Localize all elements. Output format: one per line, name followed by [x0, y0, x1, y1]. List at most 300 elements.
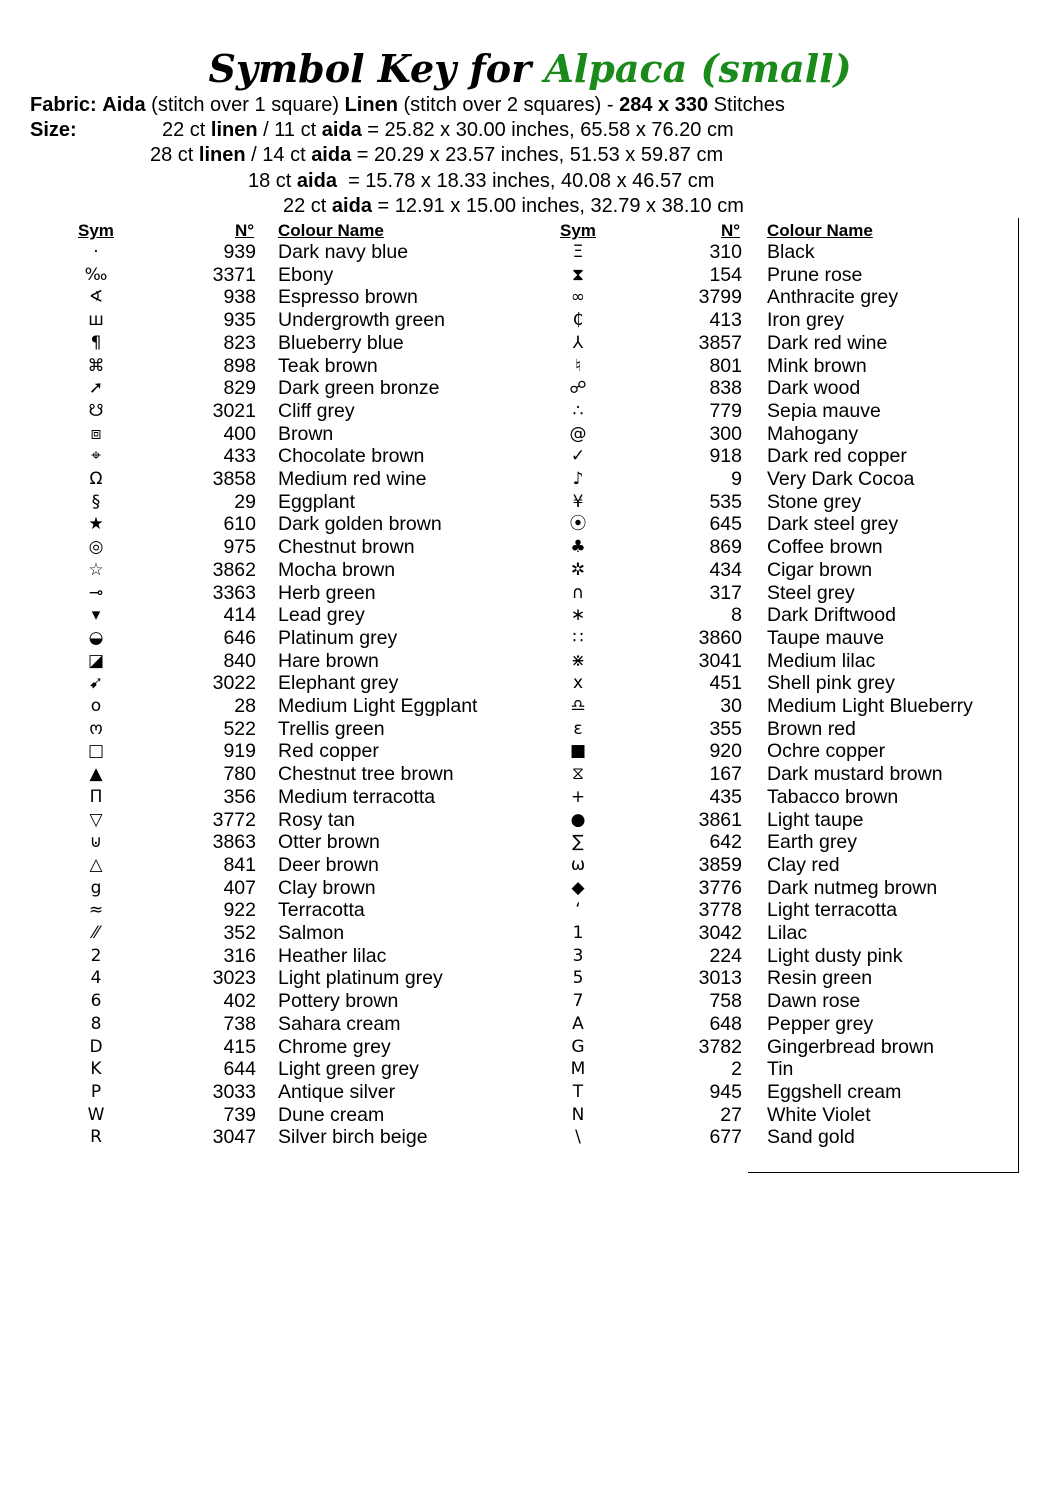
symbol-glyph: ∗	[570, 605, 586, 626]
colour-name: Antique silver	[278, 1080, 396, 1103]
table-row	[0, 400, 1060, 423]
colour-name: Dark red copper	[767, 445, 907, 468]
colour-name: Light terracotta	[767, 899, 898, 922]
colour-name: Medium Light Blueberry	[767, 695, 973, 717]
table-border-bottom	[748, 1172, 1019, 1173]
symbol-glyph: P	[90, 1081, 102, 1102]
symbol-glyph: 8	[90, 1013, 102, 1034]
thread-number: 3861	[698, 808, 742, 831]
colour-name: Shell pink grey	[767, 672, 895, 695]
symbol-glyph: ₵	[572, 310, 584, 331]
thread-number: 400	[223, 422, 256, 445]
symbol-glyph: Π	[89, 786, 103, 807]
colour-name: Undergrowth green	[278, 309, 445, 332]
thread-number: 841	[223, 853, 256, 876]
colour-name: Ebony	[278, 263, 334, 286]
pattern-name: Alpaca (small)	[544, 46, 852, 91]
thread-number: 413	[709, 309, 742, 332]
thread-number: 898	[223, 354, 256, 377]
symbol-glyph: A	[572, 1013, 584, 1034]
thread-number: 939	[223, 241, 256, 263]
colour-name: Trellis green	[278, 717, 385, 740]
colour-name: Deer brown	[278, 853, 379, 876]
thread-number: 352	[223, 922, 256, 944]
symbol-glyph: o	[90, 696, 102, 716]
symbol-glyph: D	[89, 1036, 103, 1057]
symbol-glyph: \	[575, 1127, 581, 1148]
colour-name: Light dusty pink	[767, 944, 903, 967]
colour-name: Dune cream	[278, 1103, 385, 1126]
colour-name: Light platinum grey	[278, 967, 443, 990]
symbol-glyph: T	[572, 1081, 584, 1102]
table-row	[0, 627, 1060, 650]
thread-number: 935	[223, 309, 256, 332]
symbol-glyph: ⅄	[572, 332, 584, 353]
linen-note: (stitch over 2 squares) -	[403, 94, 614, 116]
colour-name: Dark green bronze	[278, 377, 440, 400]
stitches-count: 284 x 330	[619, 94, 709, 116]
thread-number: 535	[709, 490, 742, 513]
thread-number: 451	[709, 672, 742, 695]
colour-name: Silver birch beige	[278, 1126, 428, 1149]
table-row	[0, 559, 1060, 582]
table-row	[0, 423, 1060, 446]
thread-number: 30	[720, 695, 742, 717]
colour-name: Cigar brown	[767, 558, 873, 581]
linen-label: Linen	[344, 94, 398, 116]
symbol-glyph: N	[571, 1104, 585, 1125]
thread-number: 739	[223, 1103, 256, 1126]
header-number: N°	[235, 221, 255, 240]
table-row	[0, 922, 1060, 945]
symbol-glyph: 7	[572, 991, 584, 1012]
size-line: 28 ct linen / 14 ct aida = 20.29 x 23.57 inches, 51.53 x 59.87 cm	[150, 144, 724, 166]
thread-number: 3022	[212, 672, 256, 695]
colour-name: Clay brown	[278, 876, 376, 899]
fabric-line	[30, 93, 785, 118]
symbol-glyph: ✓	[570, 446, 586, 467]
colour-name: Prune rose	[767, 263, 863, 286]
symbol-glyph: +	[570, 786, 586, 807]
thread-number: 316	[223, 944, 256, 967]
symbol-glyph: ¥	[572, 491, 584, 512]
colour-name: Sepia mauve	[767, 399, 881, 422]
thread-number: 224	[709, 944, 742, 967]
table-row	[0, 491, 1060, 514]
colour-name: Dark golden brown	[278, 513, 442, 536]
colour-name: Mahogany	[767, 422, 859, 445]
symbol-glyph: ⌖	[91, 446, 101, 467]
colour-name: Tin	[767, 1058, 794, 1081]
thread-number: 433	[223, 445, 256, 468]
symbol-glyph: K	[90, 1059, 102, 1080]
colour-name: Terracotta	[278, 899, 365, 922]
symbol-glyph: ◆	[571, 877, 585, 898]
symbol-glyph: ∴	[572, 400, 584, 421]
table-row	[0, 650, 1060, 673]
symbol-glyph: x	[572, 673, 584, 694]
thread-number: 919	[223, 740, 256, 763]
symbol-glyph: ∷	[572, 627, 584, 648]
thread-number: 779	[709, 399, 742, 422]
symbol-glyph: △	[89, 854, 103, 875]
colour-name: Medium lilac	[767, 649, 876, 672]
table-row	[0, 854, 1060, 877]
table-row	[0, 1058, 1060, 1081]
table-border-right	[1018, 218, 1019, 1172]
symbol-glyph: ∢	[88, 287, 104, 308]
symbol-glyph: @	[569, 423, 587, 444]
table-row	[0, 332, 1060, 355]
symbol-glyph: ☆	[88, 559, 104, 580]
page-title	[0, 44, 1060, 94]
thread-number: 3023	[212, 967, 256, 990]
header-number: N°	[721, 221, 741, 240]
thread-number: 154	[709, 263, 742, 286]
colour-name: Teak brown	[278, 354, 378, 377]
colour-name: Ochre copper	[767, 740, 886, 763]
colour-name: Iron grey	[767, 309, 844, 332]
thread-number: 3033	[212, 1080, 256, 1103]
thread-number: 3013	[698, 967, 742, 990]
colour-name: Dark wood	[767, 377, 861, 400]
colour-name: Sand gold	[767, 1126, 855, 1149]
colour-name: Resin green	[767, 967, 873, 990]
thread-number: 29	[234, 490, 256, 513]
thread-number: 414	[223, 604, 256, 627]
thread-number: 434	[709, 558, 742, 581]
symbol-glyph: 1	[572, 923, 584, 943]
symbol-glyph: Ω	[89, 469, 103, 489]
colour-name: Dark red wine	[767, 331, 888, 354]
thread-number: 3363	[212, 581, 256, 604]
thread-number: 3858	[212, 468, 256, 490]
colour-name: Dawn rose	[767, 990, 861, 1013]
thread-number: 823	[223, 331, 256, 354]
table-row	[0, 718, 1060, 741]
table-row	[0, 468, 1060, 491]
table-row	[0, 241, 1060, 264]
table-row	[0, 990, 1060, 1013]
symbol-glyph: ♪	[572, 469, 584, 489]
symbol-glyph: 6	[90, 991, 102, 1012]
symbol-glyph: ◎	[88, 537, 104, 558]
colour-name: Salmon	[278, 922, 345, 944]
header-colour-name: Colour Name	[767, 221, 873, 240]
thread-number: 780	[223, 763, 256, 786]
size-label: Size:	[30, 119, 77, 141]
size-line: 18 ct aida = 15.78 x 18.33 inches, 40.08 x 46.57 cm	[248, 170, 715, 192]
symbol-glyph: ⋇	[570, 650, 586, 671]
colour-name: Pepper grey	[767, 1012, 874, 1035]
thread-number: 167	[709, 763, 742, 786]
symbol-glyph: ▾	[91, 605, 101, 626]
colour-name: Light green grey	[278, 1058, 419, 1081]
table-row	[0, 877, 1060, 900]
thread-number: 829	[223, 377, 256, 400]
table-row	[0, 967, 1060, 990]
table-row	[0, 604, 1060, 627]
stitches-label: Stitches	[713, 94, 785, 116]
thread-number: 758	[709, 990, 742, 1013]
colour-name: Red copper	[278, 740, 379, 763]
symbol-glyph: R	[90, 1127, 102, 1148]
table-row	[0, 355, 1060, 378]
colour-name: Chrome grey	[278, 1035, 391, 1058]
thread-number: 938	[223, 286, 256, 309]
thread-number: 3857	[698, 331, 742, 354]
table-row	[0, 286, 1060, 309]
symbol-glyph: ·	[93, 242, 99, 262]
symbol-glyph: ⊸	[88, 582, 104, 603]
thread-number: 922	[223, 899, 256, 922]
thread-number: 840	[223, 649, 256, 672]
table-row	[0, 672, 1060, 695]
thread-number: 3021	[212, 399, 256, 422]
thread-number: 9	[731, 468, 742, 490]
thread-number: 356	[223, 785, 256, 808]
colour-name: Dark navy blue	[278, 241, 409, 263]
symbol-glyph: ო	[89, 718, 103, 739]
symbol-glyph: ∩	[571, 582, 585, 603]
thread-number: 642	[709, 831, 742, 854]
thread-number: 838	[709, 377, 742, 400]
table-row	[0, 1081, 1060, 1104]
table-row	[0, 899, 1060, 922]
colour-name: Very Dark Cocoa	[767, 468, 915, 490]
table-row	[0, 831, 1060, 854]
thread-number: 407	[223, 876, 256, 899]
thread-number: 646	[223, 626, 256, 649]
table-row	[0, 740, 1060, 763]
symbol-glyph: ⧖	[572, 764, 584, 785]
table-row	[0, 309, 1060, 332]
symbol-glyph: ⁄⁄	[93, 923, 99, 943]
symbol-glyph: G	[571, 1036, 585, 1057]
thread-number: 3782	[698, 1035, 742, 1058]
symbol-glyph: ⧗	[572, 264, 584, 285]
colour-name: Espresso brown	[278, 286, 418, 309]
symbol-glyph: ♮	[574, 355, 582, 376]
symbol-glyph: §	[91, 491, 101, 512]
table-row	[0, 1126, 1060, 1149]
table-row	[0, 1013, 1060, 1036]
thread-number: 300	[709, 422, 742, 445]
thread-number: 677	[709, 1126, 742, 1149]
thread-number: 2	[731, 1058, 742, 1081]
thread-number: 3047	[212, 1126, 256, 1149]
size-line: 22 ct linen / 11 ct aida = 25.82 x 30.00 inches, 65.58 x 76.20 cm	[162, 119, 734, 141]
colour-name: Eggplant	[278, 490, 355, 513]
symbol-glyph: ∑	[572, 832, 584, 853]
colour-name: Chestnut brown	[278, 536, 415, 559]
thread-number: 3862	[212, 558, 256, 581]
thread-number: 3778	[698, 899, 742, 922]
symbol-glyph: ‰	[84, 264, 108, 285]
symbol-glyph: ш	[88, 310, 104, 331]
symbol-glyph: ■	[569, 741, 587, 762]
thread-number: 3799	[698, 286, 742, 309]
table-row	[0, 1104, 1060, 1127]
symbol-glyph: ★	[88, 514, 104, 535]
header-colour-name: Colour Name	[278, 221, 384, 240]
table-row	[0, 513, 1060, 536]
thread-number: 3859	[698, 853, 742, 876]
symbol-glyph: □	[87, 741, 105, 762]
colour-name: Pottery brown	[278, 990, 399, 1013]
symbol-glyph: g	[90, 877, 102, 898]
symbol-glyph: ▽	[89, 809, 103, 830]
thread-number: 8	[731, 604, 742, 627]
table-row	[0, 582, 1060, 605]
table-row	[0, 1036, 1060, 1059]
colour-name: Dark mustard brown	[767, 763, 943, 786]
thread-number: 920	[709, 740, 742, 763]
symbol-glyph: ◪	[87, 650, 105, 671]
symbol-glyph: ☍	[569, 378, 587, 399]
symbol-glyph: ◒	[88, 627, 104, 648]
thread-number: 3041	[698, 649, 742, 672]
symbol-glyph: 5	[572, 968, 584, 989]
thread-number: 738	[223, 1012, 256, 1035]
thread-number: 402	[223, 990, 256, 1013]
symbol-glyph: ♣	[570, 537, 586, 558]
thread-number: 3042	[698, 922, 742, 944]
colour-name: Chestnut tree brown	[278, 763, 454, 786]
symbol-glyph: ▲	[89, 764, 103, 785]
table-row	[0, 264, 1060, 287]
colour-name: Brown	[278, 422, 334, 445]
header-sym: Sym	[560, 221, 596, 240]
symbol-glyph: M	[570, 1059, 586, 1080]
symbol-glyph: ≈	[88, 900, 104, 921]
colour-name: Stone grey	[767, 490, 862, 513]
fabric-label: Fabric:	[30, 94, 97, 116]
thread-number: 3863	[212, 831, 256, 854]
table-row	[0, 695, 1060, 718]
thread-number: 918	[709, 445, 742, 468]
colour-name: Mocha brown	[278, 558, 396, 581]
aida-label: Aida	[102, 94, 146, 116]
colour-name: Dark nutmeg brown	[767, 876, 938, 899]
colour-name: Platinum grey	[278, 626, 398, 649]
header-sym: Sym	[78, 221, 114, 240]
symbol-glyph: ε	[573, 718, 583, 739]
colour-name: Coffee brown	[767, 536, 883, 559]
symbol-glyph: 2	[90, 945, 102, 966]
colour-name: Lead grey	[278, 604, 365, 627]
symbol-glyph: ●	[570, 809, 586, 830]
symbol-glyph: ♎	[570, 696, 586, 716]
colour-name: Blueberry blue	[278, 331, 404, 354]
thread-number: 415	[223, 1035, 256, 1058]
table-row	[0, 763, 1060, 786]
thread-number: 648	[709, 1012, 742, 1035]
colour-name: Clay red	[767, 853, 840, 876]
thread-number: 645	[709, 513, 742, 536]
thread-number: 644	[223, 1058, 256, 1081]
thread-number: 3371	[212, 263, 256, 286]
colour-name: Taupe mauve	[767, 626, 885, 649]
symbol-glyph: ⦿	[569, 514, 587, 535]
colour-name: Sahara cream	[278, 1012, 401, 1035]
colour-name: Steel grey	[767, 581, 855, 604]
colour-name: Hare brown	[278, 649, 379, 672]
colour-name: Brown red	[767, 717, 856, 740]
thread-number: 3860	[698, 626, 742, 649]
thread-number: 28	[234, 695, 256, 717]
thread-number: 355	[709, 717, 742, 740]
symbol-glyph: ☋	[88, 400, 104, 421]
size-line: 22 ct aida = 12.91 x 15.00 inches, 32.79 x 38.10 cm	[283, 195, 744, 217]
colour-name: Heather lilac	[278, 944, 387, 967]
thread-number: 945	[709, 1080, 742, 1103]
colour-name: Dark steel grey	[767, 513, 899, 536]
colour-name: Cliff grey	[278, 399, 355, 422]
symbol-glyph: ✲	[570, 559, 586, 580]
symbol-glyph: W	[87, 1104, 105, 1125]
table-row	[0, 786, 1060, 809]
colour-name: Eggshell cream	[767, 1080, 902, 1103]
thread-number: 435	[709, 785, 742, 808]
colour-name: Gingerbread brown	[767, 1035, 934, 1058]
symbol-glyph: ʻ	[575, 900, 581, 921]
thread-number: 310	[709, 241, 742, 263]
symbol-glyph: 3	[572, 945, 584, 966]
colour-name: Medium red wine	[278, 468, 427, 490]
thread-number: 27	[720, 1103, 742, 1126]
colour-name: Rosy tan	[278, 808, 355, 831]
thread-number: 317	[709, 581, 742, 604]
colour-name: Dark Driftwood	[767, 604, 896, 627]
thread-number: 975	[223, 536, 256, 559]
colour-name: Medium Light Eggplant	[278, 695, 478, 717]
colour-name: Otter brown	[278, 831, 380, 854]
colour-name: Lilac	[767, 922, 808, 944]
symbol-glyph: ⌘	[87, 355, 105, 376]
table-row	[0, 377, 1060, 400]
colour-name: Black	[767, 241, 815, 263]
table-row	[0, 809, 1060, 832]
symbol-glyph: ➚	[88, 378, 104, 399]
symbol-glyph: ⧈	[90, 423, 102, 444]
symbol-glyph: ➹	[88, 673, 104, 694]
thread-number: 3776	[698, 876, 742, 899]
thread-number: 610	[223, 513, 256, 536]
thread-number: 522	[223, 717, 256, 740]
thread-number: 869	[709, 536, 742, 559]
thread-number: 3772	[212, 808, 256, 831]
symbol-glyph: 4	[90, 968, 102, 989]
colour-name: Light taupe	[767, 808, 864, 831]
aida-note: (stitch over 1 square)	[151, 94, 340, 116]
symbol-glyph: Ξ	[572, 242, 584, 262]
table-row	[0, 945, 1060, 968]
symbol-glyph: ∞	[570, 287, 586, 308]
colour-name: Tabacco brown	[767, 785, 899, 808]
colour-name: Elephant grey	[278, 672, 399, 695]
symbol-glyph: ¶	[90, 332, 102, 353]
symbol-glyph: ω	[570, 854, 586, 875]
table-row	[0, 445, 1060, 468]
colour-name: Medium terracotta	[278, 785, 436, 808]
colour-name: Mink brown	[767, 354, 867, 377]
table-row	[0, 536, 1060, 559]
colour-name: Herb green	[278, 581, 376, 604]
colour-name: White Violet	[767, 1103, 871, 1126]
thread-number: 801	[709, 354, 742, 377]
colour-name: Chocolate brown	[278, 445, 425, 468]
